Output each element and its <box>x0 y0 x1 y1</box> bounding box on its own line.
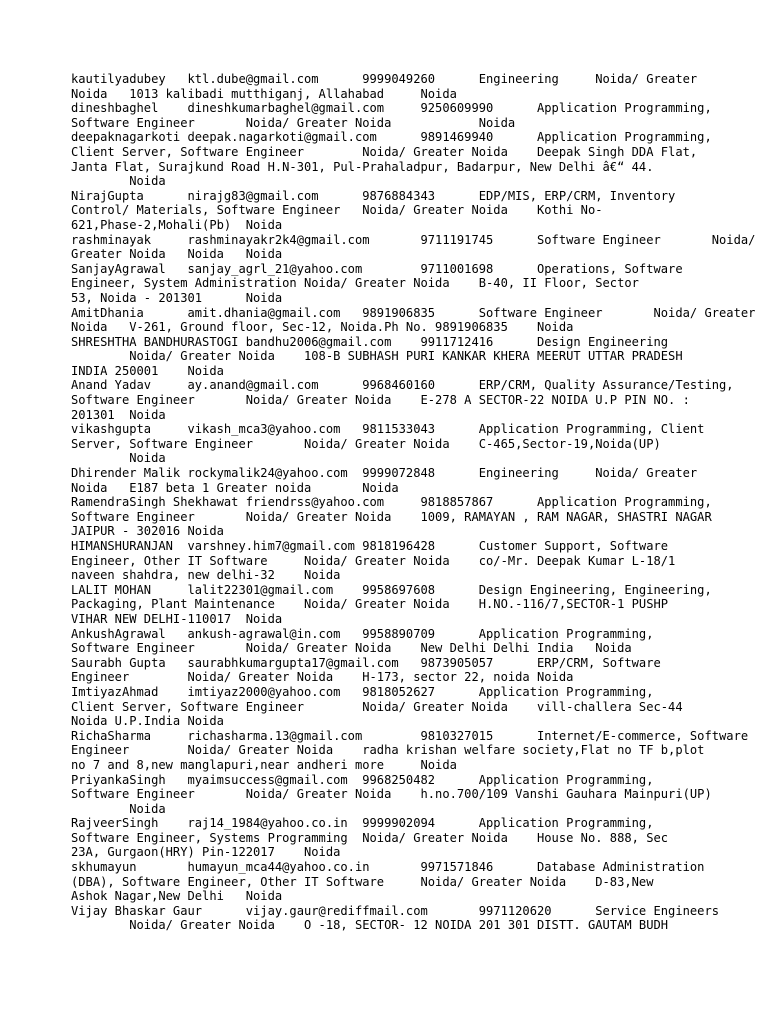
text-line: Greater Noida Noida Noida <box>71 247 283 262</box>
text-line: kautilyadubey ktl.dube@gmail.com 9999049260 Engineering Noida/ Greater <box>71 72 698 86</box>
text-line: Noida U.P.India Noida <box>71 714 224 729</box>
text-line: Software Engineer Noida/ Greater Noida h.no.700/109 Vanshi Gauhara Mainpuri(UP) <box>71 787 712 802</box>
text-line: Noida/ Greater Noida O -18, SECTOR- 12 NOIDA 201 301 DISTT. GAUTAM BUDH <box>71 918 669 933</box>
document-text <box>71 72 756 933</box>
text-line: VIHAR NEW DELHI-110017 Noida <box>71 611 283 626</box>
text-line: LALIT MOHAN lalit22301@gmail.com 9958697608 Design Engineering, Engineering, <box>71 582 712 597</box>
text-line: Engineer Noida/ Greater Noida H-173, sector 22, noida Noida <box>71 670 574 685</box>
text-line: Noida <box>71 801 166 816</box>
text-line: no 7 and 8,new manglapuri,near andheri more Noida <box>71 757 457 772</box>
text-line: Ashok Nagar,New Delhi Noida <box>71 889 283 904</box>
text-line: Noida 1013 kalibadi mutthiganj, Allahabad Noida <box>71 86 457 101</box>
text-line: Noida <box>71 174 166 189</box>
text-line: skhumayun humayun_mca44@yahoo.co.in 9971571846 Database Administration <box>71 860 705 875</box>
text-line: (DBA), Software Engineer, Other IT Software Noida/ Greater Noida D-83,New <box>71 874 654 889</box>
text-line: SanjayAgrawal sanjay_agrl_21@yahoo.com 9711001698 Operations, Software <box>71 261 683 276</box>
text-line: Software Engineer Noida/ Greater Noida Noida <box>71 115 516 130</box>
text-line: NirajGupta nirajg83@gmail.com 9876884343 EDP/MIS, ERP/CRM, Inventory <box>71 188 676 203</box>
text-line: 621,Phase-2,Mohali(Pb) Noida <box>71 217 283 232</box>
text-line: Software Engineer Noida/ Greater Noida New Delhi Delhi India Noida <box>71 641 632 656</box>
text-line: naveen shahdra, new delhi-32 Noida <box>71 568 341 583</box>
text-line: JAIPUR - 302016 Noida <box>71 524 224 539</box>
text-line: 23A, Gurgaon(HRY) Pin-122017 Noida <box>71 845 341 860</box>
text-line: Engineer, Other IT Software Noida/ Greater Noida co/-Mr. Deepak Kumar L-18/1 <box>71 553 676 568</box>
text-line: AnkushAgrawal ankush-agrawal@in.com 9958890709 Application Programming, <box>71 626 654 641</box>
text-line: RamendraSingh Shekhawat friendrss@yahoo.com 9818857867 Application Programming, <box>71 495 712 510</box>
text-line: Server, Software Engineer Noida/ Greater Noida C-465,Sector-19,Noida(UP) <box>71 436 661 451</box>
text-line: Software Engineer Noida/ Greater Noida 1009, RAMAYAN , RAM NAGAR, SHASTRI NAGAR <box>71 509 712 524</box>
text-line: INDIA 250001 Noida <box>71 363 224 378</box>
text-line: Dhirender Malik rockymalik24@yahoo.com 9999072848 Engineering Noida/ Greater <box>71 466 698 481</box>
text-line: PriyankaSingh myaimsuccess@gmail.com 9968250482 Application Programming, <box>71 772 654 787</box>
text-line: RajveerSingh raj14_1984@yahoo.co.in 9999902094 Application Programming, <box>71 816 654 831</box>
text-line: deepaknagarkoti deepak.nagarkoti@gmail.com 9891469940 Application Programming, <box>71 130 712 145</box>
text-line: Anand Yadav ay.anand@gmail.com 9968460160 ERP/CRM, Quality Assurance/Testing, <box>71 378 734 393</box>
text-line: Noida E187 beta 1 Greater noida Noida <box>71 480 399 495</box>
text-line: 201301 Noida <box>71 407 166 422</box>
text-line: Software Engineer, Systems Programming Noida/ Greater Noida House No. 888, Sec <box>71 830 669 845</box>
text-line: Engineer, System Administration Noida/ Greater Noida B-40, II Floor, Sector <box>71 276 639 291</box>
text-line: Packaging, Plant Maintenance Noida/ Greater Noida H.NO.-116/7,SECTOR-1 PUSHP <box>71 597 669 612</box>
text-line: AmitDhania amit.dhania@gmail.com 9891906835 Software Engineer Noida/ Greater <box>71 305 756 320</box>
text-line: Software Engineer Noida/ Greater Noida E-278 A SECTOR-22 NOIDA U.P PIN NO. : <box>71 393 690 408</box>
text-line: Janta Flat, Surajkund Road H.N-301, Pul-Prahaladpur, Badarpur, New Delhi â€“ 44. <box>71 159 654 174</box>
text-line: Client Server, Software Engineer Noida/ Greater Noida Deepak Singh DDA Flat, <box>71 144 698 159</box>
text-line: Control/ Materials, Software Engineer Noida/ Greater Noida Kothi No- <box>71 203 603 218</box>
text-line: Engineer Noida/ Greater Noida radha krishan welfare society,Flat no TF b,plot <box>71 743 705 758</box>
text-line: Noida <box>71 451 166 466</box>
text-line: HIMANSHURANJAN varshney.him7@gmail.com 9818196428 Customer Support, Software <box>71 539 669 553</box>
text-line: 53, Noida - 201301 Noida <box>71 290 283 305</box>
text-line: Saurabh Gupta saurabhkumargupta17@gmail.com 9873905057 ERP/CRM, Software <box>71 655 661 670</box>
text-line: Vijay Bhaskar Gaur vijay.gaur@rediffmail.com 9971120620 Service Engineers <box>71 903 720 918</box>
text-line: ImtiyazAhmad imtiyaz2000@yahoo.com 9818052627 Application Programming, <box>71 684 654 699</box>
text-line: Noida/ Greater Noida 108-B SUBHASH PURI KANKAR KHERA MEERUT UTTAR PRADESH <box>71 349 683 364</box>
text-line: Client Server, Software Engineer Noida/ Greater Noida vill-challera Sec-44 <box>71 699 683 714</box>
text-line: dineshbaghel dineshkumarbaghel@gmail.com 9250609990 Application Programming, <box>71 101 712 116</box>
text-line: vikashgupta vikash_mca3@yahoo.com 9811533043 Application Programming, Client <box>71 422 705 437</box>
text-line: SHRESHTHA BANDHURASTOGI bandhu2006@gmail.com 9911712416 Design Engineering <box>71 334 669 349</box>
text-line: Noida V-261, Ground floor, Sec-12, Noida.Ph No. 9891906835 Noida <box>71 320 574 335</box>
text-line: RichaSharma richasharma.13@gmail.com 9810327015 Internet/E-commerce, Software <box>71 728 749 743</box>
text-line: rashminayak rashminayakr2k4@gmail.com 9711191745 Software Engineer Noida/ <box>71 232 756 247</box>
